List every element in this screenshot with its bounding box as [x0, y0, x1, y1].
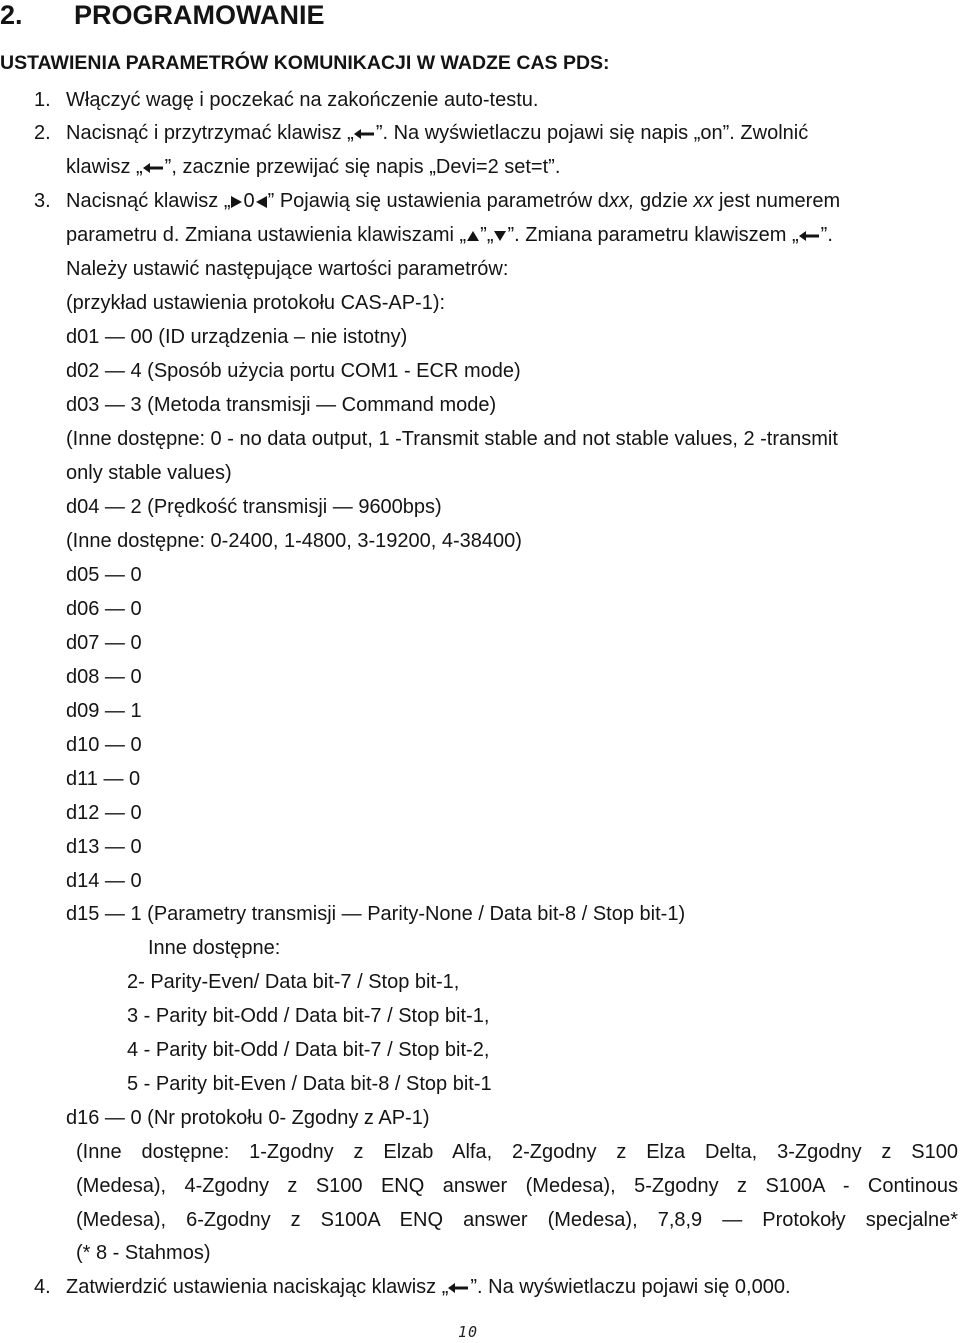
step-2-line-2 — [66, 155, 560, 179]
enter-icon — [799, 230, 821, 242]
param-d10: d10 — 0 — [66, 734, 142, 756]
param-d14: d14 — 0 — [66, 870, 142, 892]
step-3-line-2 — [66, 223, 833, 247]
example-line: (przykład ustawienia protokołu CAS-AP-1): — [66, 292, 446, 314]
step-2-text-d: ”, zacznie przewijać się napis „Devi=2 set=t”. — [164, 156, 561, 178]
param-d15-option-2: 2- Parity-Even/ Data bit-7 / Stop bit-1, — [127, 971, 460, 993]
param-d16-footnote: (* 8 - Stahmos) — [76, 1242, 211, 1264]
step-3-xx-2: xx — [693, 190, 714, 212]
param-d16-options-3: (Medesa), 6-Zgodny z S100A ENQ answer (Medesa), 7,8,9 — Protokoły specjalne* — [76, 1209, 958, 1231]
param-d03-options: (Inne dostępne: 0 - no data output, 1 -Transmit stable and not stable values, 2 -transmit — [66, 428, 838, 450]
step-2-text-a: Nacisnąć i przytrzymać klawisz „ — [66, 122, 354, 144]
step-3-text-c: gdzie — [634, 190, 694, 212]
page-number: 10 — [458, 1323, 479, 1341]
step-3-text-g: ”. Zmiana parametru klawiszem „ — [507, 224, 799, 246]
right-triangle-icon — [230, 195, 243, 209]
up-triangle-icon — [466, 230, 480, 242]
step-3-text-b: ” Pojawią się ustawienia parametrów d — [267, 190, 609, 212]
step-3-text-e: parametru d. Zmiana ustawienia klawiszami „ — [66, 224, 467, 246]
param-d03: d03 — 3 (Metoda transmisji — Command mode) — [66, 394, 497, 416]
step-4-number: 4. — [34, 1276, 51, 1298]
param-d08: d08 — 0 — [66, 666, 142, 688]
section-number: 2. — [0, 0, 23, 30]
left-triangle-icon — [255, 195, 268, 209]
param-d07: d07 — 0 — [66, 632, 142, 654]
step-1-number: 1. — [34, 89, 51, 111]
param-d16: d16 — 0 (Nr protokołu 0- Zgodny z AP-1) — [66, 1107, 430, 1129]
param-d02: d02 — 4 (Sposób użycia portu COM1 - ECR mode) — [66, 360, 521, 382]
param-d11: d11 — 0 — [66, 768, 141, 790]
param-d05: d05 — 0 — [66, 564, 142, 586]
step-3-text-d: jest numerem — [713, 190, 841, 212]
zero-key-label: 0 — [243, 190, 255, 212]
param-d04: d04 — 2 (Prędkość transmisji — 9600bps) — [66, 496, 442, 518]
step-3-text-h: ”. — [820, 224, 833, 246]
section-title: PROGRAMOWANIE — [74, 0, 325, 30]
param-d15-option-3: 3 - Parity bit-Odd / Data bit-7 / Stop bit-1, — [127, 1005, 490, 1027]
param-d01: d01 — 00 (ID urządzenia – nie istotny) — [66, 326, 408, 348]
enter-icon — [448, 1282, 470, 1294]
step-4-text-b: ”. Na wyświetlaczu pojawi się 0,000. — [470, 1276, 791, 1298]
param-d12: d12 — 0 — [66, 802, 142, 824]
param-d15-option-5: 5 - Parity bit-Even / Data bit-8 / Stop bit-1 — [127, 1073, 492, 1095]
param-d13: d13 — 0 — [66, 836, 142, 858]
step-3-text-f: ”„ — [480, 224, 494, 246]
param-d03-options-cont: only stable values) — [66, 462, 232, 484]
enter-icon — [354, 128, 376, 140]
param-d16-options-2: (Medesa), 4-Zgodny z S100 ENQ answer (Medesa), 5-Zgodny z S100A - Continous — [76, 1175, 958, 1197]
step-2-text-c: klawisz „ — [66, 156, 143, 178]
step-1-text: Włączyć wagę i poczekać na zakończenie auto-testu. — [66, 89, 539, 111]
step-2-number: 2. — [34, 122, 51, 144]
down-triangle-icon — [493, 230, 507, 242]
param-d06: d06 — 0 — [66, 598, 142, 620]
param-d09: d09 — 1 — [66, 700, 142, 722]
step-4-text-a: Zatwierdzić ustawienia naciskając klawisz „ — [66, 1276, 449, 1298]
step-3-xx: xx, — [608, 190, 635, 212]
param-d04-options: (Inne dostępne: 0-2400, 1-4800, 3-19200, 4-38400) — [66, 530, 522, 552]
step-2-text-b: ”. Na wyświetlaczu pojawi się napis „on”. Zwolnić — [375, 122, 809, 144]
param-d15-options-label: Inne dostępne: — [148, 937, 281, 959]
intro-line: Należy ustawić następujące wartości parametrów: — [66, 258, 509, 280]
param-d16-options-1: (Inne dostępne: 1-Zgodny z Elzab Alfa, 2-Zgodny z Elza Delta, 3-Zgodny z S100 — [76, 1141, 958, 1163]
step-3-text-a: Nacisnąć klawisz „ — [66, 190, 231, 212]
step-3-number: 3. — [34, 190, 51, 212]
param-d15-option-4: 4 - Parity bit-Odd / Data bit-7 / Stop bit-2, — [127, 1039, 490, 1061]
param-d15: d15 — 1 (Parametry transmisji — Parity-None / Data bit-8 / Stop bit-1) — [66, 903, 686, 925]
enter-icon — [143, 162, 165, 174]
section-heading — [0, 0, 325, 30]
subtitle: USTAWIENIA PARAMETRÓW KOMUNIKACJI W WADZE CAS PDS: — [0, 52, 610, 74]
